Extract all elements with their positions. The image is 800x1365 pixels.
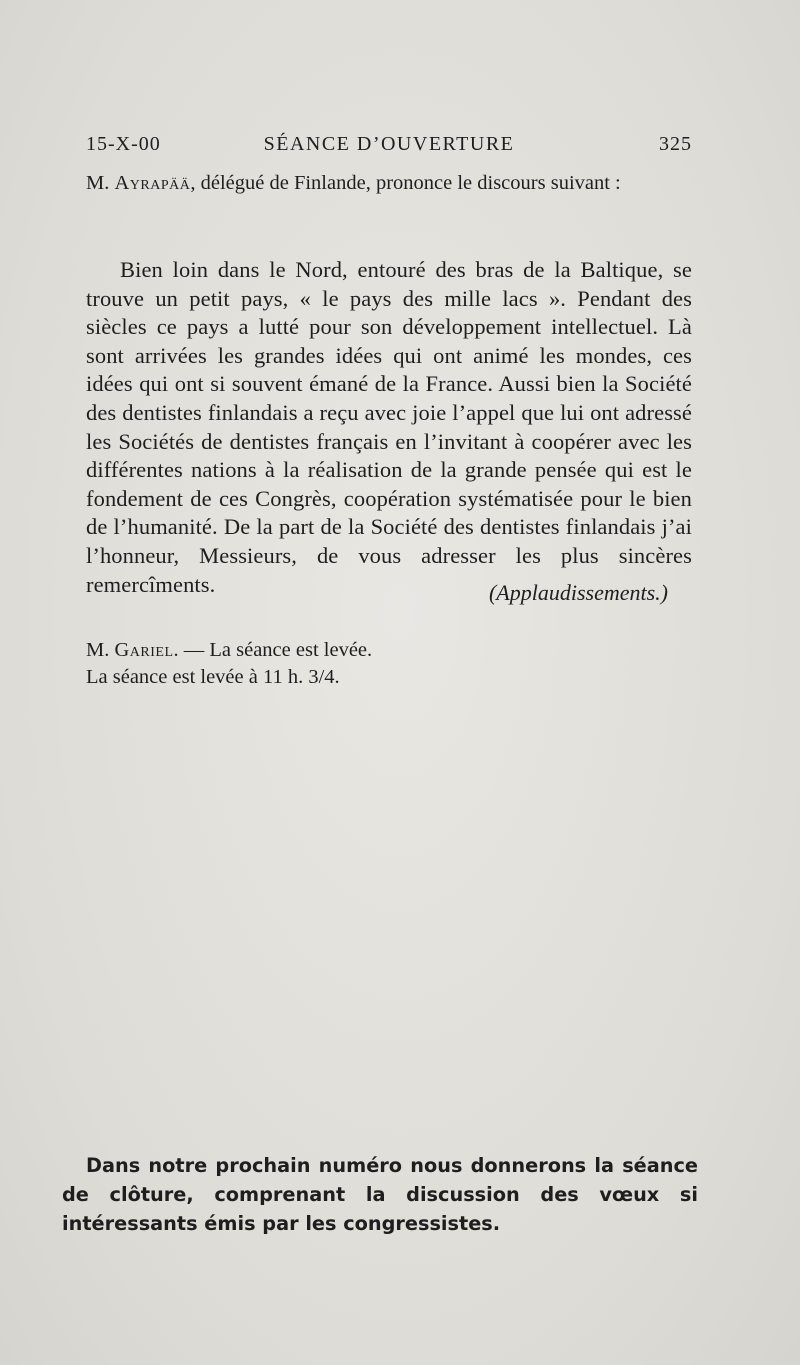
closing-speaker-name: Gariel xyxy=(114,639,174,661)
next-issue-notice: Dans notre prochain numéro nous donnerons la séance de clôture, comprenant la discussion des vœux si intéressants émis par les congressistes. xyxy=(62,1154,698,1235)
closing-statement-text: . — La séance est levée. xyxy=(173,639,373,661)
intro-speaker-name: Ayrapää xyxy=(114,172,191,194)
closing-statement xyxy=(86,637,692,664)
applause-note: (Applaudissements.) xyxy=(488,580,668,605)
adjournment-line: La séance est levée à 11 h. 3/4. xyxy=(86,666,340,688)
page-number: 325 xyxy=(659,133,692,155)
closing-section xyxy=(86,637,692,691)
speech-paragraph: Bien loin dans le Nord, entouré des bras de la Baltique, se trouve un petit pays, « le pays des mille lacs ». Pendant des siècles ce pays a lutté pour son développement intellectuel. Là sont arrivées les grandes idées qui ont animé les mondes, ces idées qui ont si souvent émané de la France. Aussi bien la Société des dentistes finlandais a reçu avec joie l’appel que lui ont adressé les Sociétés de dentistes français en l’invitant à coopérer avec les différentes nations à la réalisation de la grande pensée qui est le fondement de ces Congrès, coopération systématisée pour le bien de l’humanité. De la part de la Société des dentistes finlandais j’ai l’honneur, Messieurs, de vous adresser les plus sincères remercîments. xyxy=(86,257,692,597)
intro-speaker-prefix: M. xyxy=(86,172,115,194)
header-title: SÉANCE D’OUVERTURE xyxy=(263,133,515,155)
speech-introduction xyxy=(86,170,692,197)
running-header xyxy=(86,133,692,163)
intro-text: , délégué de Finlande, prononce le discours suivant : xyxy=(190,172,621,194)
header-date: 15-X-00 xyxy=(86,133,161,155)
closing-speaker-prefix: M. xyxy=(86,639,115,661)
